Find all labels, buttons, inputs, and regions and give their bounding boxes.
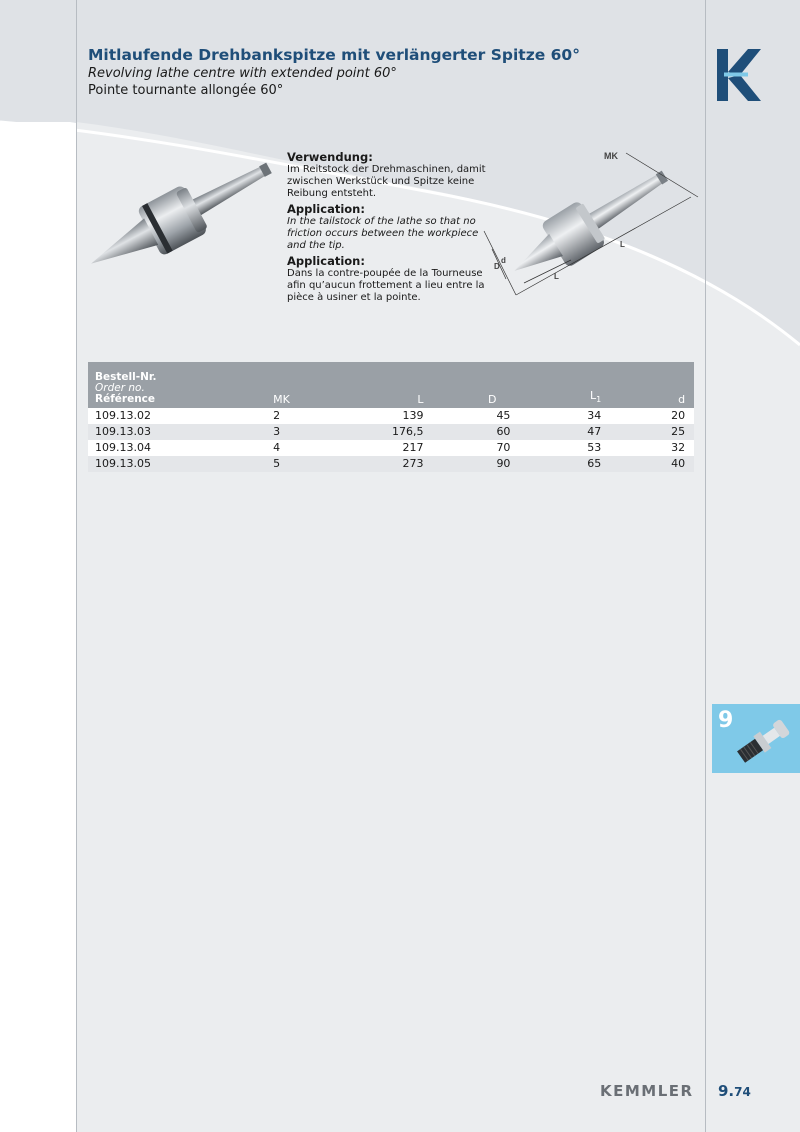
cell-l: 217 [364,440,424,456]
cell-ref: 109.13.02 [88,408,273,424]
column-header-reference [88,362,273,408]
footer-brand: KEMMLER [600,1082,694,1100]
ref-header-french: Référence [95,393,156,405]
cell-d: 20 [601,408,685,424]
cell-L1: 65 [510,456,601,472]
title-block [88,45,580,99]
title-french: Pointe tournante allongée 60° [88,83,284,98]
title-german: Mitlaufende Drehbankspitze mit verlängerter Spitze 60° [88,46,580,64]
cell-d: 40 [601,456,685,472]
drawing-label-d: d [501,256,506,265]
cell-D: 60 [423,424,510,440]
cell-D: 90 [423,456,510,472]
usage-text-french: Dans la contre-poupée de la Tourneuse afin qu’aucun frottement a lieu entre la pièce à usiner et la pointe. [287,268,485,303]
cell-mk: 5 [273,456,364,472]
threaded-pull-stud-icon [730,712,798,770]
cell-ref: 109.13.04 [88,440,273,456]
ref-header-english: Order no. [95,382,145,394]
cell-D: 70 [423,440,510,456]
column-header-d: d [601,362,685,408]
cell-mk: 2 [273,408,364,424]
cell-ref: 109.13.05 [88,456,273,472]
usage-text-english: In the tailstock of the lathe so that no friction occurs between the workpiece and the tip. [287,216,479,251]
cell-D: 45 [423,408,510,424]
cell-mk: 4 [273,440,364,456]
table-header-row [88,362,694,408]
page-margin-line-left [76,0,77,1132]
cell-L1: 34 [510,408,601,424]
kemmler-k-logo-icon [716,48,762,102]
cell-ref: 109.13.03 [88,424,273,440]
drawing-label-D: D [494,262,500,271]
table-row [88,456,694,472]
usage-heading-french: Application: [287,254,365,268]
cell-l: 139 [364,408,424,424]
cell-l: 273 [364,456,424,472]
drawing-label-L1: L [554,272,559,281]
table-row [88,408,694,424]
table-row [88,440,694,456]
cell-mk: 3 [273,424,364,440]
column-header-D: D [423,362,510,408]
drawing-label-L: L [620,240,625,249]
table-row [88,424,694,440]
usage-text-german: Im Reitstock der Drehmaschinen, damit zwischen Werkstück und Spitze keine Reibung entsteht. [287,164,486,199]
cell-l: 176,5 [364,424,424,440]
section-number: 9 [718,708,734,733]
cell-d: 25 [601,424,685,440]
cell-L1: 47 [510,424,601,440]
drawing-label-mk: MK [604,151,618,161]
column-header-mk: MK [273,362,364,408]
column-header-L1: $L_1$ [510,362,601,408]
page-number: 9.74 [718,1082,751,1100]
cell-d: 32 [601,440,685,456]
title-english: Revolving lathe centre with extended point 60° [88,66,397,81]
column-header-l: L [364,362,424,408]
cell-L1: 53 [510,440,601,456]
lathe-centre-photo [86,150,286,275]
section-tab[interactable] [712,704,800,773]
ref-header-german: Bestell-Nr. [95,371,157,383]
usage-description [287,151,487,307]
usage-heading-german: Verwendung: [287,150,373,164]
specifications-table [88,362,694,472]
usage-heading-english: Application: [287,202,365,216]
table-body [88,408,694,472]
technical-drawing [476,145,706,310]
